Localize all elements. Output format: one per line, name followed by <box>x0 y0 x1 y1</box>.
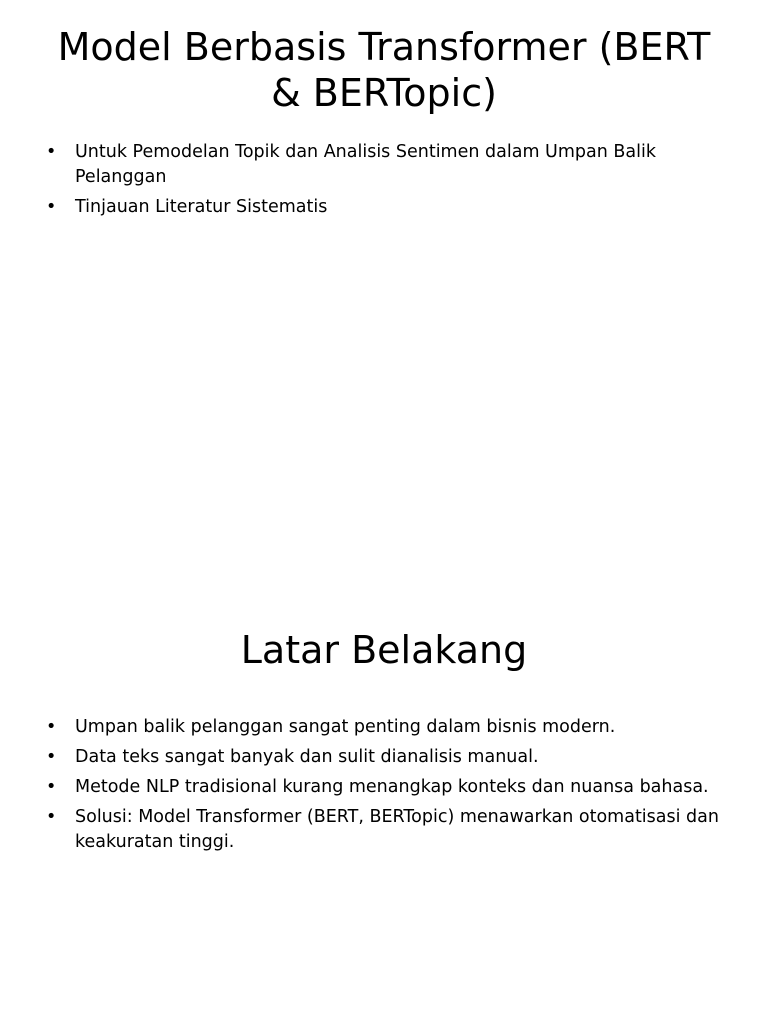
bullet-icon: • <box>46 717 57 737</box>
list-item <box>46 195 726 220</box>
bullet-list <box>46 140 726 225</box>
bullet-icon: • <box>46 807 57 827</box>
slide-title: Model Berbasis Transformer (BERT & BERTopic) <box>57 25 711 115</box>
bullet-text: Metode NLP tradisional kurang menangkap konteks dan nuansa bahasa. <box>75 777 709 797</box>
bullet-icon: • <box>46 777 57 797</box>
bullet-list <box>46 715 726 860</box>
bullet-text: Untuk Pemodelan Topik dan Analisis Sentimen dalam Umpan Balik Pelanggan <box>75 142 656 187</box>
bullet-icon: • <box>46 747 57 767</box>
bullet-text: Solusi: Model Transformer (BERT, BERTopic) menawarkan otomatisasi dan keakuratan tinggi. <box>75 807 719 852</box>
bullet-text: Umpan balik pelanggan sangat penting dalam bisnis modern. <box>75 717 616 737</box>
bullet-text: Tinjauan Literatur Sistematis <box>75 197 328 217</box>
bullet-icon: • <box>46 142 57 162</box>
slide-title: Latar Belakang <box>240 628 528 672</box>
bullet-icon: • <box>46 197 57 217</box>
bullet-text: Data teks sangat banyak dan sulit dianalisis manual. <box>75 747 539 767</box>
list-item <box>46 715 726 740</box>
list-item <box>46 805 726 855</box>
list-item <box>46 140 726 190</box>
list-item <box>46 745 726 770</box>
slide-2 <box>0 512 768 1024</box>
list-item <box>46 775 726 800</box>
